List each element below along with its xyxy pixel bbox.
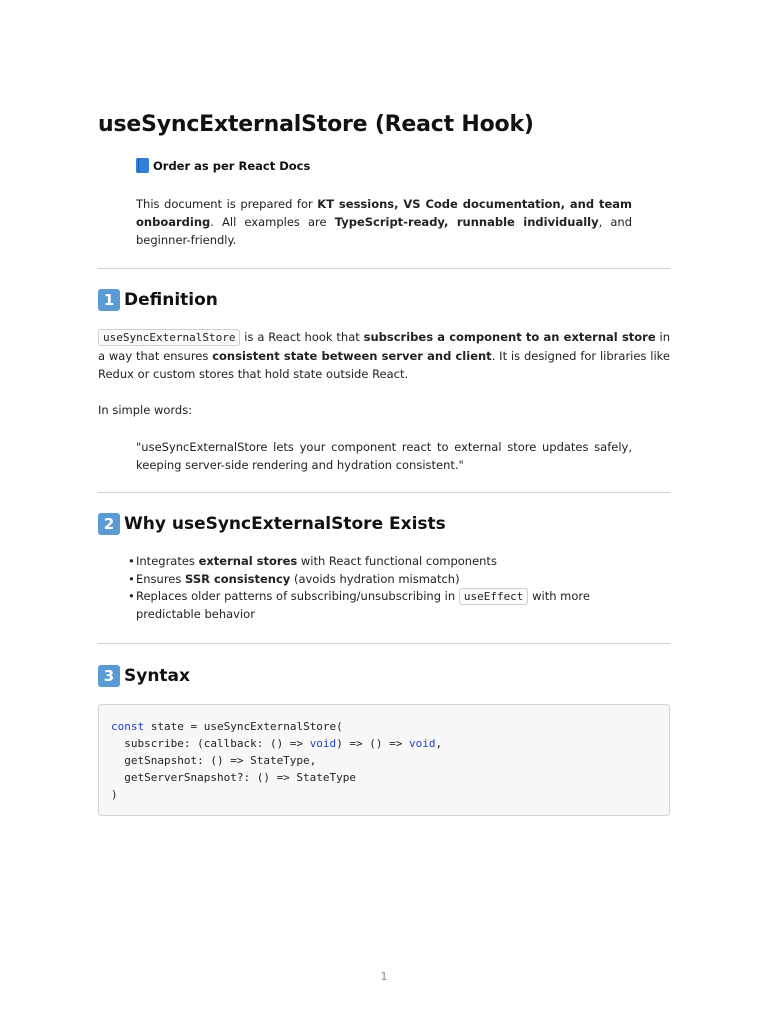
- code-text: subscribe: (callback: () =>: [111, 737, 310, 750]
- list-item-text: Integrates: [136, 554, 199, 568]
- list-item: [128, 553, 638, 571]
- definition-text: is a React hook that: [240, 330, 364, 344]
- quote: "useSyncExternalStore lets your component react to external store updates safely, keeping server-side rendering and hydration consistent.": [136, 440, 632, 472]
- list-item-text: Replaces older patterns of subscribing/unsubscribing in: [136, 589, 459, 603]
- code-text: getSnapshot: () => StateType,: [111, 754, 317, 767]
- list-item-bold: external stores: [198, 554, 298, 568]
- document-title: useSyncExternalStore (React Hook): [98, 112, 534, 137]
- intro-text: This document is prepared for: [136, 197, 318, 211]
- intro-bold: KT sessions, VS Code documentation, and team onboarding: [136, 197, 632, 229]
- subtitle-text: Order as per React Docs: [153, 158, 311, 173]
- divider: [98, 268, 670, 269]
- definition-text: . It is designed for libraries like Redux or custom stores that hold state outside React.: [98, 349, 670, 381]
- definition-bold: subscribes a component to an external store: [363, 330, 656, 344]
- why-list: [128, 553, 638, 623]
- list-item-text: Ensures: [136, 571, 186, 586]
- section-title-text: Syntax: [124, 666, 190, 686]
- subtitle: [136, 158, 310, 173]
- keycap-two-icon: 2: [98, 513, 120, 535]
- intro-text: . All examples are: [210, 215, 335, 229]
- list-item: [128, 571, 638, 589]
- definition-text: in a way that ensures: [98, 330, 671, 363]
- code-keyword: void: [409, 737, 436, 750]
- code-text: state = useSyncExternalStore(: [144, 720, 343, 733]
- list-item-bold: SSR consistency: [185, 571, 291, 586]
- intro-text: , and beginner-friendly.: [136, 215, 633, 247]
- code-text: ): [111, 788, 118, 801]
- code-text: ) => () =>: [336, 737, 410, 750]
- section-title-text: Definition: [124, 290, 218, 310]
- inline-code: useSyncExternalStore: [98, 329, 240, 346]
- code-keyword: const: [111, 720, 145, 733]
- keycap-one-icon: 1: [98, 289, 120, 311]
- section-heading-why: [98, 513, 446, 535]
- keycap-three-icon: 3: [98, 665, 120, 687]
- definition-bold: consistent state between server and client: [212, 349, 492, 363]
- list-item-text: with React functional components: [297, 554, 497, 568]
- section-title-text: Why useSyncExternalStore Exists: [124, 514, 446, 534]
- divider: [98, 643, 670, 644]
- bullet-icon: •: [128, 571, 135, 586]
- code-content: [99, 705, 669, 816]
- bullet-icon: •: [128, 554, 135, 568]
- book-icon: [136, 158, 149, 173]
- code-keyword: void: [309, 737, 337, 750]
- list-item: [128, 588, 638, 623]
- section-heading-definition: [98, 289, 218, 311]
- bullet-icon: •: [128, 589, 135, 603]
- code-text: getServerSnapshot?: () => StateType: [111, 771, 357, 784]
- inline-code: useEffect: [459, 588, 529, 605]
- simple-words-label: In simple words:: [98, 403, 193, 417]
- code-text: ,: [435, 737, 443, 750]
- divider: [98, 492, 670, 493]
- intro-paragraph: [136, 195, 632, 249]
- section-heading-syntax: [98, 665, 190, 687]
- code-block[interactable]: [98, 704, 670, 816]
- definition-paragraph: [98, 328, 670, 383]
- intro-bold: TypeScript-ready, runnable individually: [334, 215, 599, 229]
- list-item-text: with more predictable behavior: [136, 589, 590, 621]
- page-number: 1: [380, 970, 388, 983]
- list-item-text: (avoids hydration mismatch): [290, 571, 460, 586]
